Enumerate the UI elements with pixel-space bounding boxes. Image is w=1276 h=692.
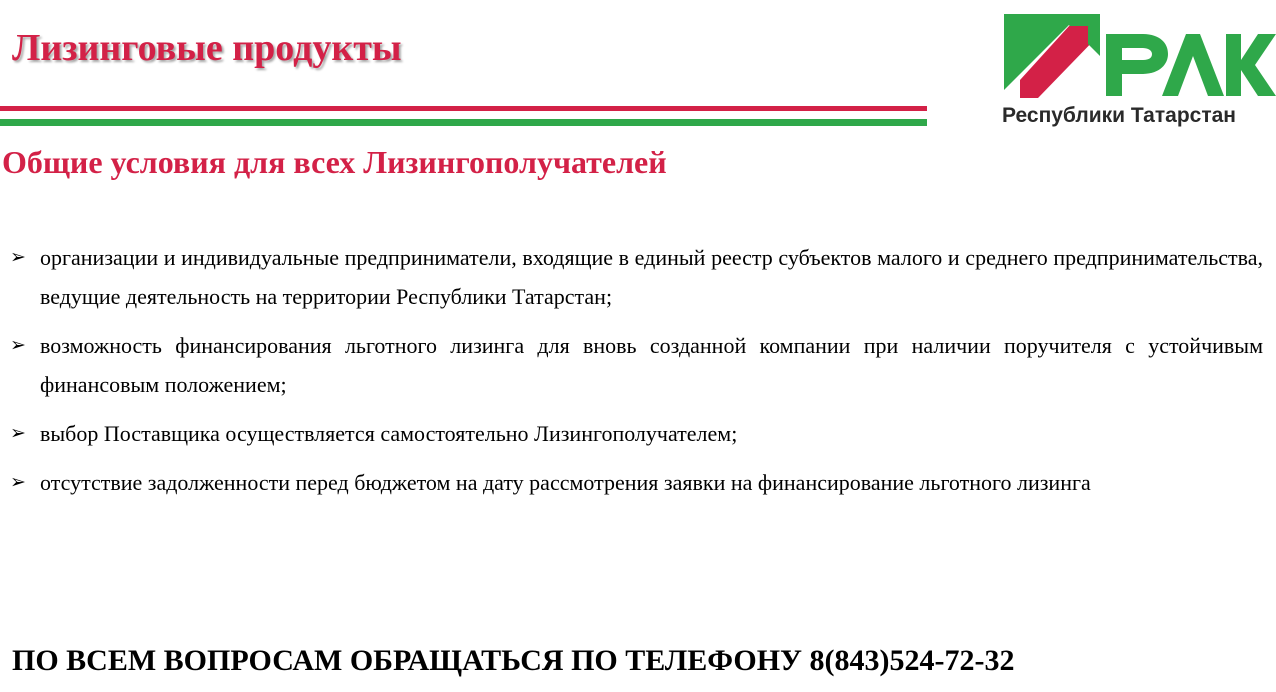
company-logo	[1000, 10, 1276, 132]
section-subtitle: Общие условия для всех Лизингополучателей	[2, 144, 667, 180]
rlk-logo-icon	[1000, 10, 1276, 102]
contact-phone-notice: ПО ВСЕМ ВОПРОСАМ ОБРАЩАТЬСЯ ПО ТЕЛЕФОНУ 8(843)524-72-32	[12, 644, 1015, 677]
tricolor-divider	[0, 106, 927, 126]
list-item	[10, 238, 1263, 316]
condition-text: организации и индивидуальные предприниматели, входящие в единый реестр субъектов малого и среднего предпринимательства, ведущие деятельность на территории Республики Татарстан;	[40, 245, 1263, 309]
condition-text: возможность финансирования льготного лизинга для вновь созданной компании при наличии поручителя с устойчивым финансовым положением;	[40, 333, 1263, 397]
conditions-list	[10, 238, 1263, 512]
logo-caption: Республики Татарстан	[1002, 104, 1236, 127]
list-item	[10, 414, 1263, 453]
arrow-bullet-icon: ➢	[10, 334, 26, 356]
divider-white-stripe	[0, 111, 927, 119]
list-item	[10, 326, 1263, 404]
list-item	[10, 463, 1263, 502]
arrow-bullet-icon: ➢	[10, 422, 26, 444]
page-title: Лизинговые продукты	[12, 27, 402, 69]
condition-text: отсутствие задолженности перед бюджетом на дату рассмотрения заявки на финансирование льготного лизинга	[40, 470, 1091, 495]
condition-text: выбор Поставщика осуществляется самостоятельно Лизингополучателем;	[40, 421, 738, 446]
arrow-bullet-icon: ➢	[10, 471, 26, 493]
arrow-bullet-icon: ➢	[10, 246, 26, 268]
divider-green-stripe	[0, 119, 927, 126]
